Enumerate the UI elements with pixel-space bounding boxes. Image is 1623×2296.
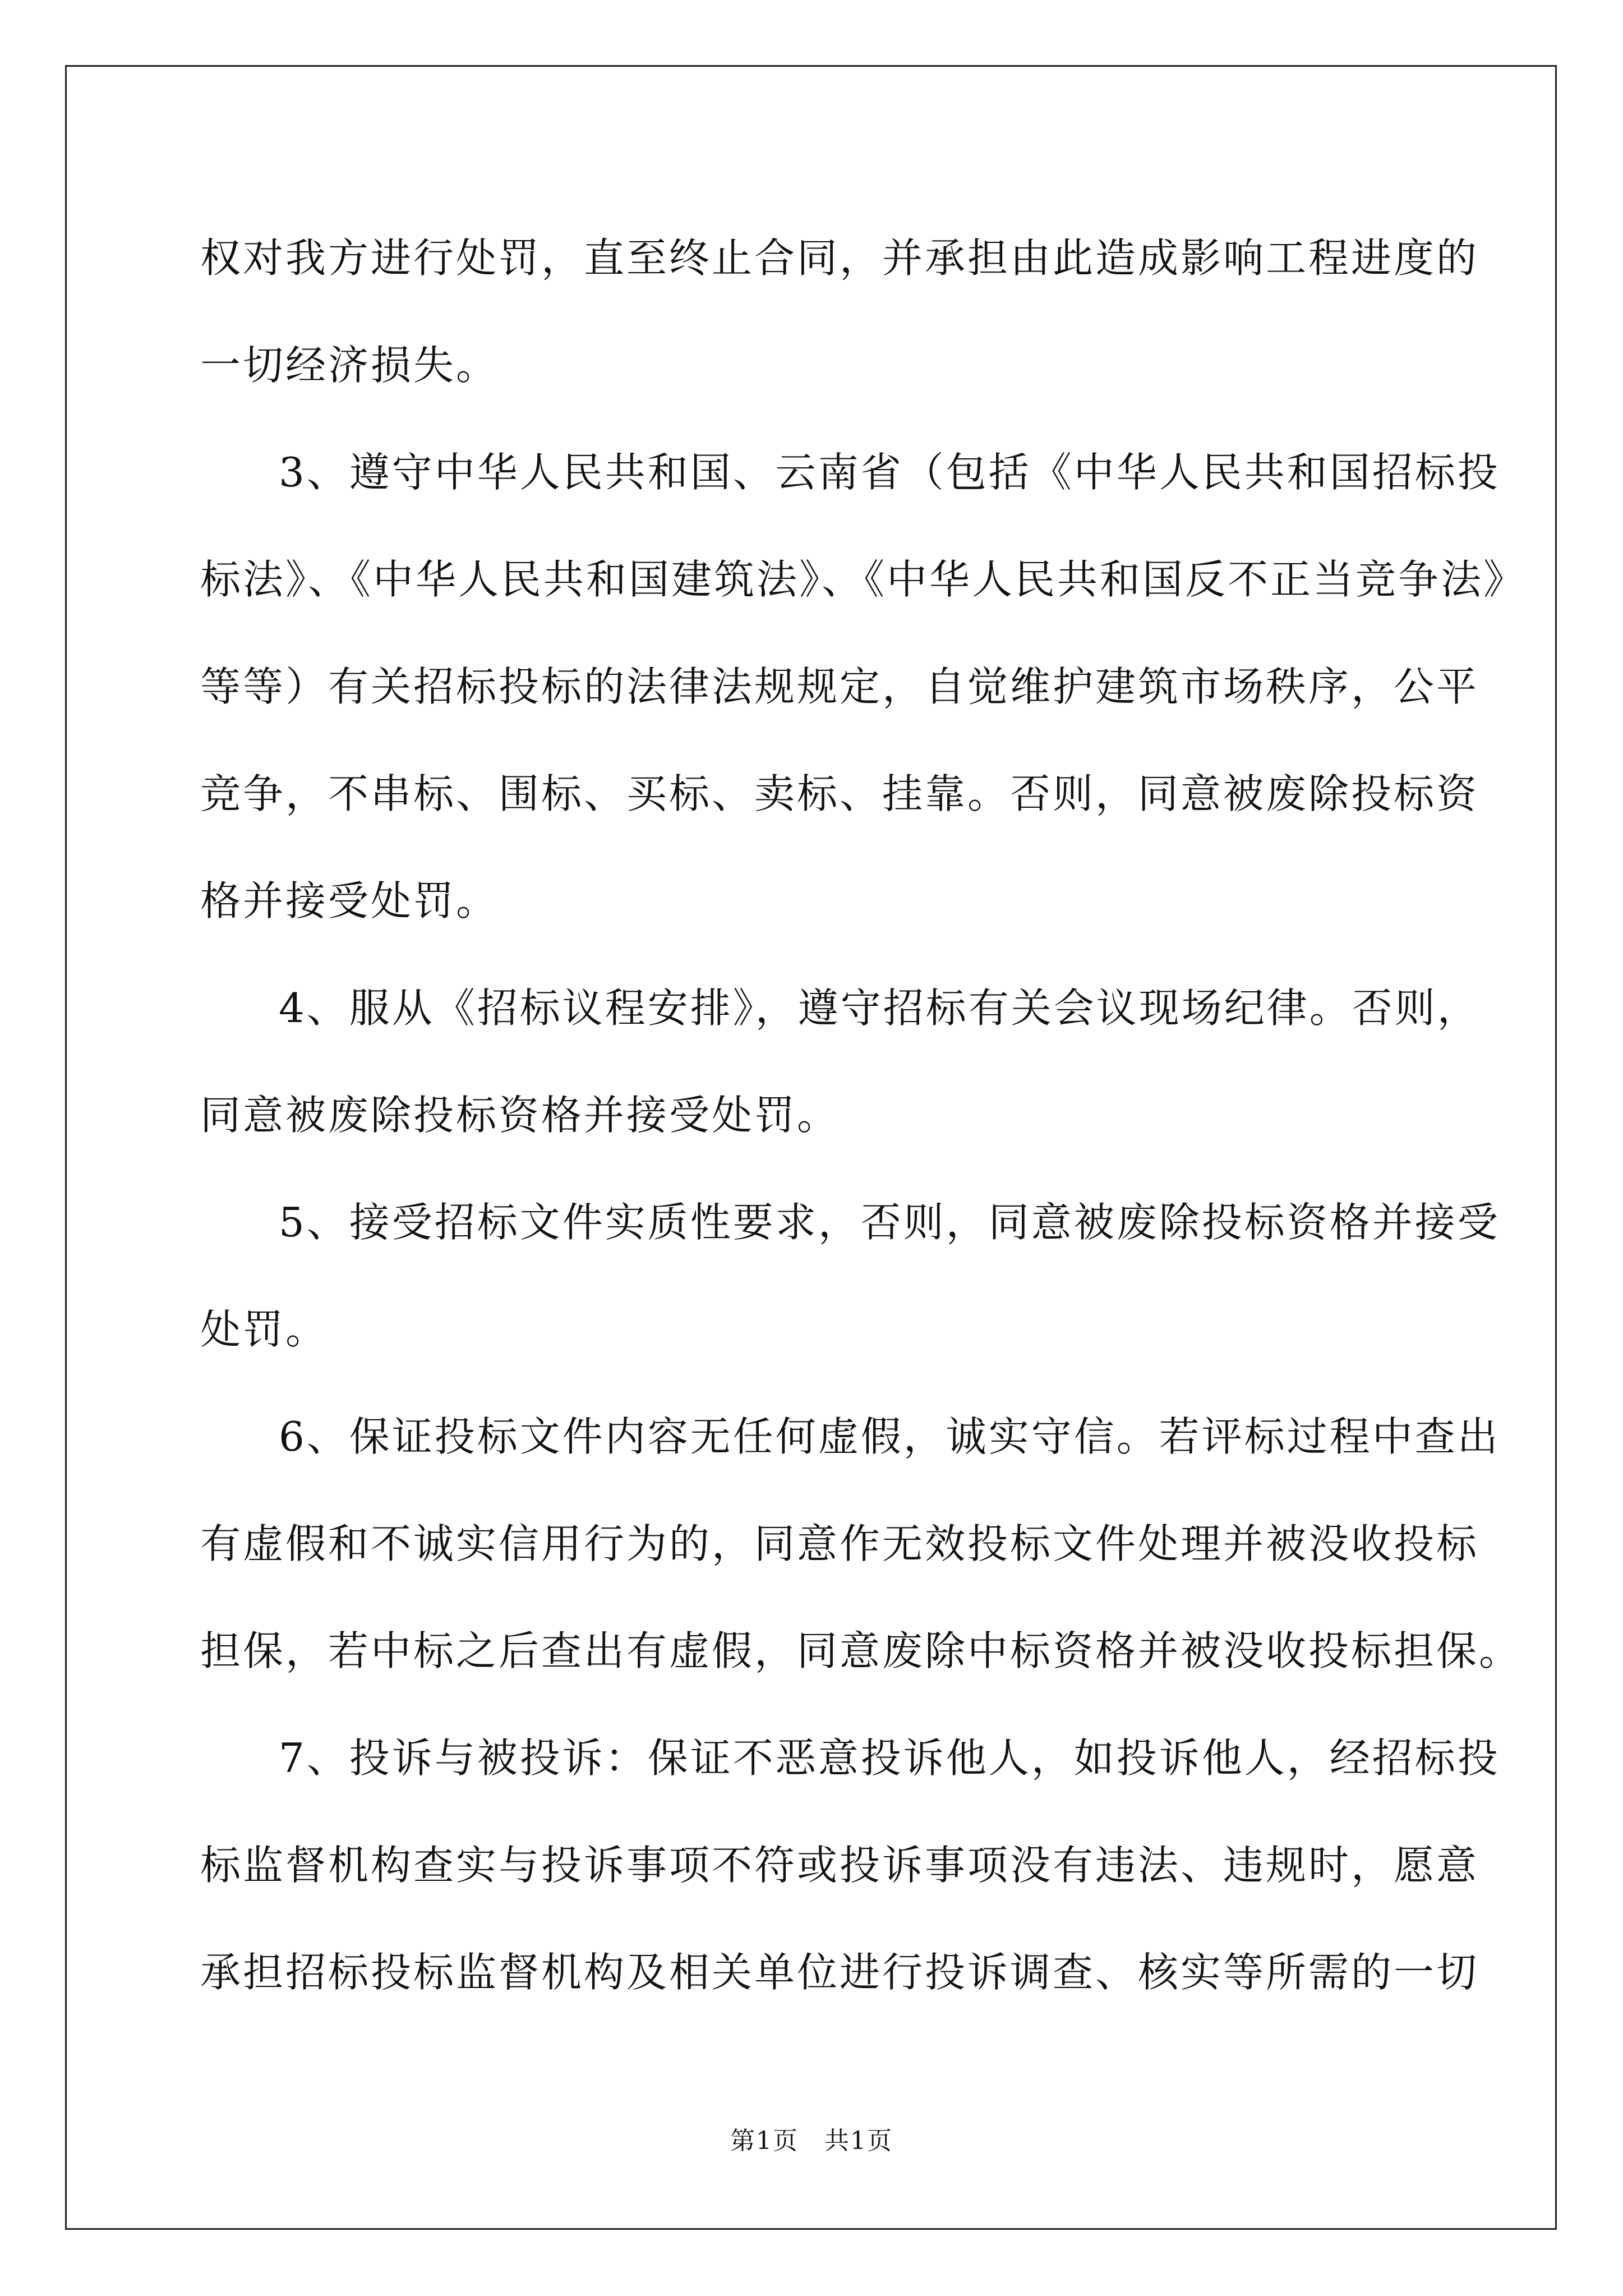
text-line: 3、遵守中华人民共和国、云南省（包括《中华人民共和国招标投 <box>279 449 1500 496</box>
text-line: 承担招标投标监督机构及相关单位进行投诉调查、核实等所需的一切 <box>200 1949 1479 1996</box>
document-body <box>200 205 1527 2026</box>
text-line: 4、服从《招标议程安排》，遵守招标有关会议现场纪律。否则， <box>279 984 1480 1032</box>
text-line: 担保，若中标之后查出有虚假，同意废除中标资格并被没收投标担保。 <box>200 1627 1522 1674</box>
text-line: 5、接受招标文件实质性要求，否则，同意被废除投标资格并接受 <box>279 1199 1500 1246</box>
text-line: 标监督机构查实与投诉事项不符或投诉事项没有违法、违规时，愿意 <box>200 1842 1479 1889</box>
text-line: 格并接受处罚。 <box>200 877 499 924</box>
text-line: 竞争，不串标、围标、买标、卖标、挂靠。否则，同意被废除投标资 <box>200 770 1479 817</box>
text-line: 权对我方进行处罚，直至终止合同，并承担由此造成影响工程进度的 <box>200 234 1479 282</box>
text-line: 标法》、《中华人民共和国建筑法》、《中华人民共和国反不正当竞争法》 <box>200 556 1527 603</box>
text-line: 6、保证投标文件内容无任何虚假，诚实守信。若评标过程中查出 <box>279 1413 1500 1460</box>
text-line: 7、投诉与被投诉：保证不恶意投诉他人，如投诉他人，经招标投 <box>279 1734 1500 1782</box>
page-number-footer: 第1页 共1页 <box>730 2127 893 2155</box>
text-line: 有虚假和不诚实信用行为的，同意作无效投标文件处理并被没收投标 <box>200 1520 1479 1567</box>
text-line: 等等）有关招标投标的法律法规规定，自觉维护建筑市场秩序，公平 <box>200 663 1479 710</box>
text-line: 同意被废除投标资格并接受处罚。 <box>200 1092 840 1139</box>
text-line: 一切经济损失。 <box>200 342 499 389</box>
text-line: 处罚。 <box>200 1306 329 1353</box>
